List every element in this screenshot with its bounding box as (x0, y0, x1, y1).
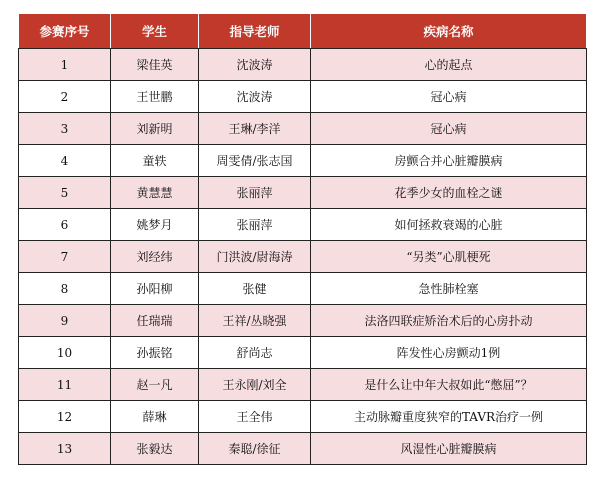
cell-advisor: 沈波涛 (199, 49, 311, 81)
table-row (19, 401, 587, 433)
cell-student: 刘新明 (111, 113, 199, 145)
cell-disease: 花季少女的血栓之谜 (311, 177, 587, 209)
cell-disease: 急性肺栓塞 (311, 273, 587, 305)
cell-number: 4 (19, 145, 111, 177)
cell-disease: 是什么让中年大叔如此“憋屈”？ (311, 369, 587, 401)
cell-disease: 风湿性心脏瓣膜病 (311, 433, 587, 465)
table-body (19, 49, 587, 465)
cell-number: 1 (19, 49, 111, 81)
table-header-row (19, 14, 587, 49)
cell-number: 9 (19, 305, 111, 337)
table-row (19, 305, 587, 337)
cell-disease: “另类”心肌梗死 (311, 241, 587, 273)
cell-disease: 主动脉瓣重度狭窄的TAVR治疗一例 (311, 401, 587, 433)
cell-advisor: 秦聪/徐征 (199, 433, 311, 465)
cell-disease: 如何拯救衰竭的心脏 (311, 209, 587, 241)
cell-number: 3 (19, 113, 111, 145)
competition-table-container (18, 13, 586, 465)
header-number: 参赛序号 (19, 14, 111, 49)
cell-student: 孙阳柳 (111, 273, 199, 305)
cell-number: 11 (19, 369, 111, 401)
cell-student: 黄慧慧 (111, 177, 199, 209)
cell-disease: 冠心病 (311, 113, 587, 145)
cell-number: 7 (19, 241, 111, 273)
table-row (19, 81, 587, 113)
cell-student: 姚梦月 (111, 209, 199, 241)
cell-advisor: 张健 (199, 273, 311, 305)
cell-student: 刘经纬 (111, 241, 199, 273)
table-row (19, 113, 587, 145)
cell-advisor: 沈波涛 (199, 81, 311, 113)
cell-number: 12 (19, 401, 111, 433)
cell-advisor: 王祥/丛晓强 (199, 305, 311, 337)
cell-student: 梁佳英 (111, 49, 199, 81)
table-row (19, 49, 587, 81)
cell-student: 张毅达 (111, 433, 199, 465)
cell-number: 6 (19, 209, 111, 241)
competition-table (18, 13, 587, 465)
table-row (19, 369, 587, 401)
cell-number: 10 (19, 337, 111, 369)
cell-disease: 法洛四联症矫治术后的心房扑动 (311, 305, 587, 337)
cell-student: 童轶 (111, 145, 199, 177)
header-advisor: 指导老师 (199, 14, 311, 49)
cell-number: 2 (19, 81, 111, 113)
cell-number: 8 (19, 273, 111, 305)
table-row (19, 273, 587, 305)
cell-disease: 心的起点 (311, 49, 587, 81)
cell-student: 任瑞瑞 (111, 305, 199, 337)
cell-advisor: 王琳/李洋 (199, 113, 311, 145)
cell-advisor: 周雯倩/张志国 (199, 145, 311, 177)
table-row (19, 337, 587, 369)
cell-disease: 阵发性心房颤动1例 (311, 337, 587, 369)
cell-advisor: 门洪波/尉海涛 (199, 241, 311, 273)
cell-advisor: 张丽萍 (199, 177, 311, 209)
cell-advisor: 王全伟 (199, 401, 311, 433)
header-student: 学生 (111, 14, 199, 49)
cell-number: 5 (19, 177, 111, 209)
cell-student: 王世鹏 (111, 81, 199, 113)
table-row (19, 209, 587, 241)
cell-student: 薛琳 (111, 401, 199, 433)
cell-advisor: 舒尚志 (199, 337, 311, 369)
table-row (19, 433, 587, 465)
cell-student: 孙振铭 (111, 337, 199, 369)
cell-advisor: 张丽萍 (199, 209, 311, 241)
cell-disease: 冠心病 (311, 81, 587, 113)
table-row (19, 241, 587, 273)
cell-student: 赵一凡 (111, 369, 199, 401)
cell-advisor: 王永刚/刘全 (199, 369, 311, 401)
cell-number: 13 (19, 433, 111, 465)
table-row (19, 177, 587, 209)
header-disease: 疾病名称 (311, 14, 587, 49)
table-row (19, 145, 587, 177)
cell-disease: 房颤合并心脏瓣膜病 (311, 145, 587, 177)
